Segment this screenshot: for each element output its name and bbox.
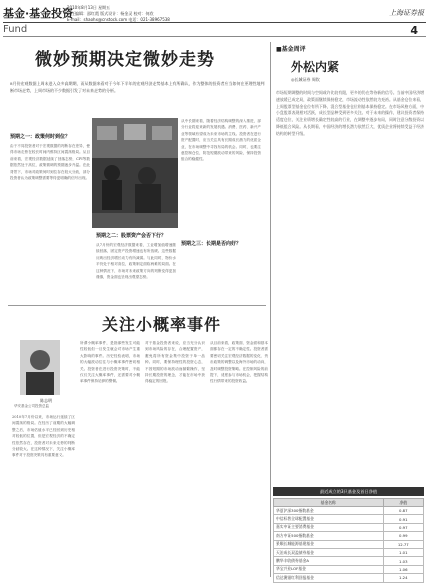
fund-name-cell: 嘉实中证主要消费基金 — [274, 523, 384, 531]
sidebar-divider — [270, 42, 271, 577]
fund-table-title: 最近成立的3只基金及首日净值 — [273, 487, 424, 496]
fund-bar — [3, 23, 426, 37]
column-header-nav: 净值 — [383, 499, 423, 507]
table-row — [274, 557, 424, 565]
fund-name-cell: 中信标普全球配置基金 — [274, 515, 384, 523]
nav-value-cell: 1.06 — [383, 565, 423, 573]
article1-lead: 8月份宏观数据上周末进入众多高期期，而从数据来看对于今年下半年的宏观经济走势基本上有所确认，作为整体的投资者应当如何在更理性地判断市场走势，上周市场的不少数据引发了对未来走势的分析。 — [10, 81, 265, 93]
table-body — [274, 507, 424, 583]
publish-date: 2010年8月13日 星期五 — [67, 5, 111, 10]
article2-body-col2: 所谓小概率事件，是指那些发生可能性较低但一旦发生就会对市场产生重大影响的事件。历史经验表明，市场的大幅波动往往与小概率事件密切相关。投资者在进行投资决策时，不能仅仅关注大概率事件，还需要对小概率事件保持足够的警惕。 — [80, 341, 140, 384]
table-header-row — [274, 499, 424, 507]
table-row — [274, 548, 424, 556]
article2-body-col1: 2010年7月份以来，市场运行延续了区间震荡的格局。在经历了前期的大幅调整之后，市场估值水平已经回到历史相对较低的位置，但是宏观经济的不确定性依然存在，投资者对未来走势的判断分歧较大。在这种情况下，关注小概率事件对于投资决策具有重要意义。 — [12, 415, 75, 458]
fund-name-cell: 华宝兴业LOF基金 — [274, 565, 384, 573]
table-row — [274, 532, 424, 540]
nav-value-cell: 0.99 — [383, 532, 423, 540]
section-title: 基金·基金投资 — [3, 7, 74, 20]
sidebar-body: 市场短期调整的时间与空间或许比较有限，更多的仍在等待新的信号。当前中国经济增速放缓已成定局，政策面继续保持稳定，市场流动性依然较为充裕。从基金仓位来看，上周股票型基金仓位有所下降，混合型基金仓位则基本保持稳定。在市场风格方面，中小盘股票表现相对活跃，成长型品种受到更多关注。对于未来的操作，建议投资者保持适度仓位，关注业绩增长确定性较高的行业，在调整中逐步布局，同时注意分散投资以降低组合风险。从长期看，中国经济的增长潜力依然巨大，优质企业将持续受益于经济结构的转型升级。 — [276, 90, 424, 136]
fund-name-cell: 景顺长城能源基建基金 — [274, 540, 384, 548]
contact-line: E-mail：shaohx@cnstock.com 电话：021-38967538 — [67, 17, 170, 22]
nav-value-cell: 1.01 — [383, 548, 423, 556]
newspaper-brand: 上海证券报 — [389, 9, 424, 17]
article1-subhead-2: 预期之二：股票资产会否下行？ — [96, 233, 167, 239]
table-row — [274, 565, 424, 573]
article1-body-col1: 由于不同投资者对于宏观数据的判断存在差异，使得市场走势在较长时间内维持区间震荡格局。从目前来看，宏观经济数据延续了回落态势，CPI等数据依然处于高位，政策微调的预期逐步升温。在此背景下，市场对政策何时到位存在较大分歧，部分投资者认为政策调整需要等待更明确的信号出现。 — [10, 144, 90, 181]
column-header-fund: 基金名称 — [274, 499, 384, 507]
table-row — [274, 523, 424, 531]
author-title: 华安基金公司投资总监 — [14, 404, 49, 408]
article1-body-col2: 从7月份的宏观经济数据来看，工业增加值增速继续回落，固定资产投资增速也有所放缓。这些数据反映出经济增长动力有所减弱。与此同时，物价水平仍处于相对高位，政策制定面临两难的局面。在这种情况下，市场对未来政策方向的判断变得更加谨慎，资金面也呈现出观望态势。 — [96, 243, 176, 280]
fund-label: Fund — [3, 24, 28, 35]
fund-name-cell: 信达澳银红利回报基金 — [274, 574, 384, 582]
article1-subhead-3: 预期之三：长期是否向好？ — [181, 241, 242, 247]
market-photo — [92, 118, 178, 228]
sidebar-tag: ■基金周评 — [276, 46, 306, 53]
table-row — [274, 507, 424, 515]
sidebar-author: ◎长城证券 周钦 — [291, 77, 320, 82]
table-row — [274, 540, 424, 548]
author-portrait — [20, 340, 60, 395]
table-row — [274, 515, 424, 523]
nav-value-cell: 0.91 — [383, 515, 423, 523]
masthead — [3, 3, 426, 23]
trading-floor-image — [92, 118, 178, 228]
fund-name-cell: 鹏华丰收债券基金A — [274, 557, 384, 565]
article2-body-col4: 从目前来看，政策面、资金面和基本面都存在一定的不确定性。投资者需要密切关注宏观经济数据的变化、货币政策的调整以及海外市场的动向，及时调整投资策略。在控制风险的前提下，适度参与市场机会，把握结构性行情带来的投资收益。 — [210, 341, 268, 384]
author-avatar — [20, 340, 60, 395]
fund-nav-table — [273, 498, 424, 583]
nav-value-cell: 12.77 — [383, 540, 423, 548]
masthead-meta — [67, 5, 170, 23]
editor-line: 责任编辑：邵红霞 版式设计：杨金灵 校对：何欣 — [67, 11, 154, 16]
fund-name-cell: 南方中证500指数基金 — [274, 532, 384, 540]
sidebar-title: 外松内紧 — [291, 60, 340, 74]
article1-headline: 微妙预期决定微妙走势 — [35, 50, 215, 70]
author-name: 陈志明 — [40, 398, 52, 403]
article2-title: 关注小概率事件 — [102, 315, 222, 334]
page-number: 4 — [410, 24, 418, 37]
article1-body-col3: 从中长期来看，随着经济结构调整的深入推进，部分行业将迎来新的发展机遇。消费、医药、新兴产业等领域有望成为未来市场的主线。投资者在进行资产配置时，应当关注具有长期成长潜力的优质企业，在市场调整中寻找布局的机会。同时，也要注意控制仓位，防范短期波动带来的风险，保持投资组合的稳健性。 — [181, 119, 261, 162]
article1-subhead-1: 预期之一：政策何时到位？ — [10, 134, 71, 140]
fund-name-cell: 华夏沪深300指数基金 — [274, 507, 384, 515]
nav-value-cell: 1.03 — [383, 557, 423, 565]
fund-name-cell: 天治成长双盈债券基金 — [274, 548, 384, 556]
nav-value-cell: 0.97 — [383, 523, 423, 531]
article-divider — [8, 305, 266, 306]
nav-value-cell: 0.87 — [383, 507, 423, 515]
article2-body-col3: 对于基金投资者来说，应当充分认识到市场风险的存在，合理配置资产，避免将所有资金集中投资于单一品种。同时，要保持理性的投资心态，不因短期的市场波动而频繁操作，坚持长期投资的理念，才能在市场中获得稳定的回报。 — [145, 341, 205, 384]
table-row — [274, 574, 424, 582]
nav-value-cell: 1.24 — [383, 574, 423, 582]
